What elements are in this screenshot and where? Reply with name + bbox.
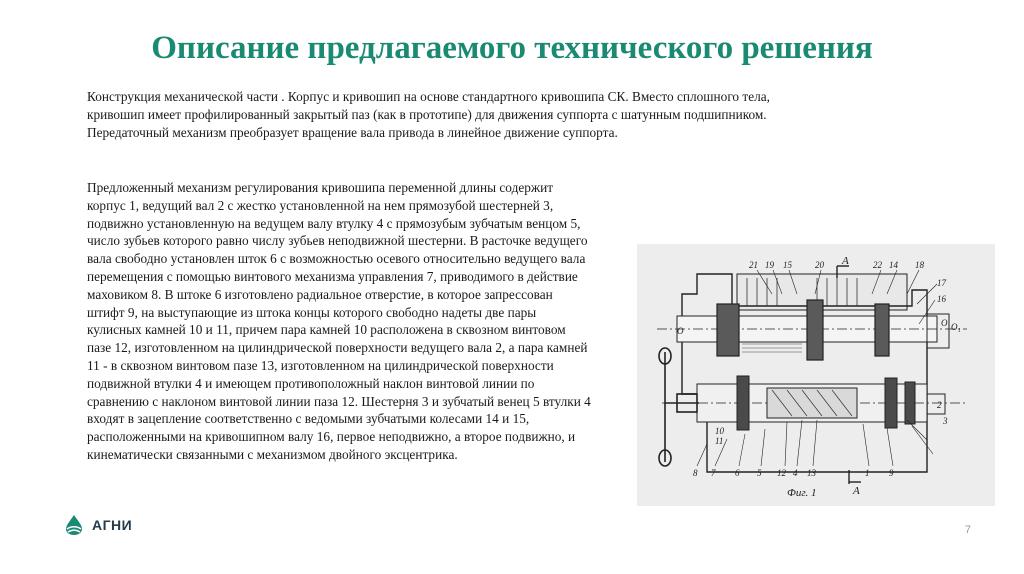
section-mark: А	[853, 485, 860, 497]
agni-logo	[62, 514, 132, 536]
callout-label: 11	[715, 436, 724, 446]
axis-label: О₁	[951, 322, 961, 332]
callout-label: 15	[783, 260, 792, 270]
axis-label: О	[677, 326, 684, 336]
callout-label: 3	[943, 416, 948, 426]
callout-label: 21	[749, 260, 758, 270]
agni-drop-logo-icon	[62, 514, 86, 536]
callout-label: 5	[757, 468, 762, 478]
mechanism-drawing	[637, 244, 995, 506]
paragraph-mechanism-description: Предложенный механизм регулирования кривошипа переменной длины содержит корпус 1, ведущий вал 2 с жестко установленной на нем прямозубой шестерней 3, подвижно установленную на ведущем валу втулку 4 с прямозубым зубчатым венцом 5, число зубьев которого равно числу зубьев неподвижной шестерни. В расточке ведущего вала свободно установлен шток 6 с возможностью осевого относительно ведущего вала перемещения с помощью винтового механизма управления 7, приводимого в действие маховиком 8. В штоке 6 изготовлено радиальное отверстие, в которое запрессован штифт 9, на выступающие из штока концы которого свободно надеты две пары кулисных камней 10 и 11, причем пара камней 10 расположена в сквозном винтовом пазе 12, изготовленном на цилиндрической поверхности ведущего вала 2, а пара камней 11 - в сквозном винтовом пазе 13, изготовленном на цилиндрической поверхности подвижной втулки 4 и имеющем противоположный наклон винтовой линии по сравнению с наклоном винтовой линии паза 12. Шестерня 3 и зубчатый венец 5 втулки 4 входят в зацепление соответственно с ведомыми зубчатыми колесами 14 и 15, расположенными на кривошипном валу 16, первое неподвижно, а второе подвижно, и кинематически связанными с механизмом двойного эксцентрика.	[87, 180, 591, 462]
callout-label: 12	[777, 468, 786, 478]
callout-label: 20	[815, 260, 824, 270]
callout-label: 17	[937, 278, 946, 288]
logo-text: АГНИ	[92, 517, 133, 533]
axis-label: О	[941, 318, 948, 328]
callout-label: 2	[937, 400, 942, 410]
callout-label: 7	[711, 468, 716, 478]
callout-label: 1	[865, 468, 870, 478]
callout-label: 14	[889, 260, 898, 270]
callout-label: 6	[735, 468, 740, 478]
callout-label: 19	[765, 260, 774, 270]
figure-caption: Фиг. 1	[787, 487, 817, 499]
callout-label: 4	[793, 468, 798, 478]
callout-label: 10	[715, 426, 724, 436]
technical-drawing-figure	[637, 244, 995, 506]
callout-label: 13	[807, 468, 816, 478]
callout-label: 22	[873, 260, 882, 270]
callout-label: 18	[915, 260, 924, 270]
callout-label: 16	[937, 294, 946, 304]
page-number: 7	[964, 524, 971, 536]
callout-label: 8	[693, 468, 698, 478]
callout-label: 9	[889, 468, 894, 478]
slide-title: Описание предлагаемого технического решения	[151, 30, 873, 66]
paragraph-mechanical-part: Конструкция механической части . Корпус и кривошип на основе стандартного кривошипа СК. Вместо сплошного тела, кривошип имеет профилированный закрытый паз (как в прототипе) для движения суппорта с шатунным подшипником. Передаточный механизм преобразует вращение вала привода в линейное движение суппорта.	[87, 89, 770, 141]
section-mark: А	[842, 255, 849, 267]
